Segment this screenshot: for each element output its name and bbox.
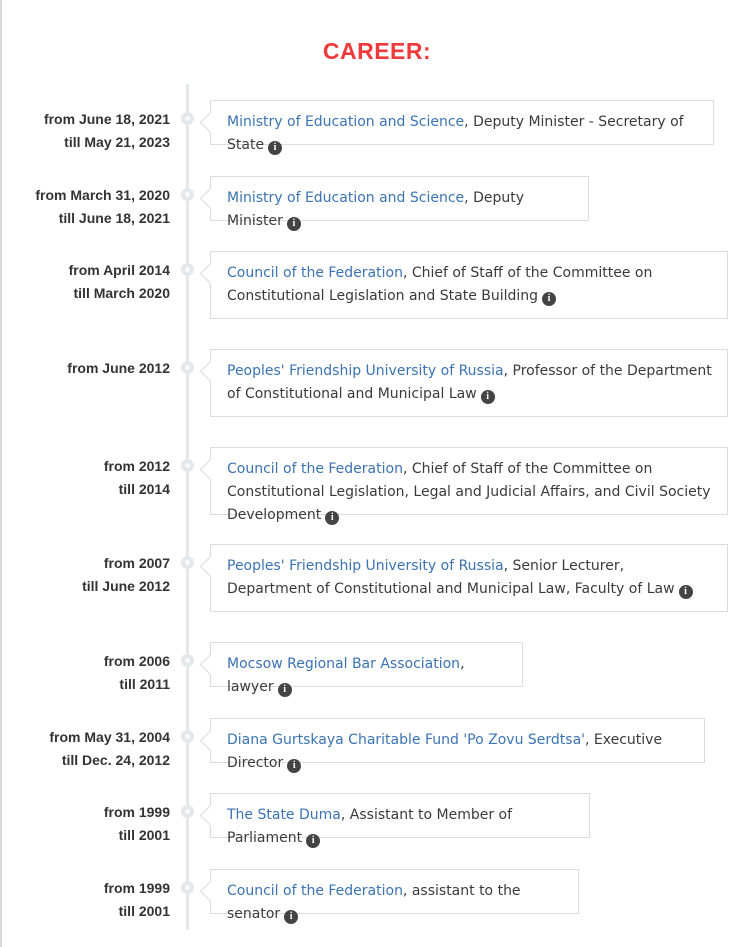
- page-title: CAREER:: [322, 38, 432, 64]
- info-icon[interactable]: i: [306, 834, 320, 848]
- position-text: , Professor of the Department of Constitutional and Municipal Law: [227, 363, 712, 402]
- date-from: from June 2012: [67, 360, 170, 376]
- position-text: , Assistant to Member of Parliament: [227, 807, 513, 846]
- info-icon[interactable]: i: [325, 511, 339, 525]
- date-from: from April 2014: [68, 262, 170, 278]
- position-text: , Deputy Minister - Secretary of State: [227, 114, 684, 153]
- timeline-dot: [181, 361, 194, 374]
- entry-dates: [0, 552, 170, 598]
- date-till: till June 2012: [82, 578, 170, 594]
- date-from: from June 18, 2021: [43, 111, 170, 127]
- timeline-dot: [181, 556, 194, 569]
- timeline-dot: [181, 805, 194, 818]
- info-icon[interactable]: i: [287, 217, 301, 231]
- date-till: till 2011: [119, 676, 170, 692]
- date-from: from 1999: [103, 880, 170, 896]
- position-text: , Chief of Staff of the Committee on Constitutional Legislation, Legal and Judicial Affairs, and Civil Society Development: [227, 461, 711, 523]
- info-icon[interactable]: i: [679, 585, 693, 599]
- entry-dates: [0, 184, 170, 230]
- timeline-dot: [181, 730, 194, 743]
- entry-card: [210, 176, 589, 229]
- entry-dates: [0, 259, 170, 305]
- position-text: , Senior Lecturer, Department of Constitutional and Municipal Law, Faculty of Law: [227, 558, 675, 597]
- position-text: , lawyer: [227, 656, 465, 695]
- organization-link[interactable]: Peoples' Friendship University of Russia: [227, 363, 504, 379]
- date-from: from 2007: [103, 555, 170, 571]
- organization-link[interactable]: Mocsow Regional Bar Association: [227, 656, 461, 672]
- timeline-dot: [181, 188, 194, 201]
- date-from: from 1999: [103, 804, 170, 820]
- info-icon[interactable]: i: [542, 292, 556, 306]
- timeline-dot: [181, 459, 194, 472]
- timeline-dot: [181, 263, 194, 276]
- info-icon[interactable]: i: [287, 759, 301, 773]
- info-icon[interactable]: i: [481, 390, 495, 404]
- organization-link[interactable]: The State Duma: [227, 807, 341, 823]
- date-till: till 2014: [118, 481, 170, 497]
- organization-link[interactable]: Ministry of Education and Science: [227, 114, 465, 130]
- position-text: , Executive Director: [227, 732, 663, 771]
- entry-card: [210, 349, 728, 417]
- date-from: from May 31, 2004: [49, 729, 170, 745]
- organization-link[interactable]: Diana Gurtskaya Charitable Fund 'Po Zovu Serdtsa': [227, 732, 585, 748]
- entry-card: [210, 251, 728, 319]
- entry-dates: [0, 877, 170, 923]
- entry-card: [210, 100, 714, 153]
- entry-card: [210, 447, 728, 523]
- entry-card: [210, 544, 728, 612]
- date-till: till March 2020: [73, 285, 170, 301]
- date-from: from 2006: [103, 653, 170, 669]
- entry-card: [210, 642, 523, 695]
- date-till: till 2001: [118, 903, 170, 919]
- date-from: from March 31, 2020: [35, 187, 170, 203]
- organization-link[interactable]: Council of the Federation: [227, 461, 403, 477]
- entry-card: [210, 869, 579, 922]
- timeline-dot: [181, 112, 194, 125]
- entry-dates: [0, 357, 170, 380]
- entry-dates: [0, 801, 170, 847]
- date-till: till Dec. 24, 2012: [61, 752, 170, 768]
- position-text: , assistant to the senator: [227, 883, 521, 922]
- entry-dates: [0, 726, 170, 772]
- info-icon[interactable]: i: [284, 910, 298, 924]
- date-till: till May 21, 2023: [64, 134, 170, 150]
- position-text: , Chief of Staff of the Committee on Constitutional Legislation and State Building: [227, 265, 653, 304]
- position-text: , Deputy Minister: [227, 190, 524, 229]
- timeline-line: [186, 84, 189, 930]
- organization-link[interactable]: Council of the Federation: [227, 265, 403, 281]
- timeline-dot: [181, 881, 194, 894]
- date-till: till June 18, 2021: [58, 210, 170, 226]
- entry-dates: [0, 108, 170, 154]
- organization-link[interactable]: Council of the Federation: [227, 883, 403, 899]
- timeline-dot: [181, 654, 194, 667]
- organization-link[interactable]: Peoples' Friendship University of Russia: [227, 558, 504, 574]
- entry-dates: [0, 650, 170, 696]
- date-till: till 2001: [118, 827, 170, 843]
- entry-dates: [0, 455, 170, 501]
- entry-card: [210, 793, 590, 846]
- info-icon[interactable]: i: [278, 683, 292, 697]
- date-from: from 2012: [103, 458, 170, 474]
- entry-card: [210, 718, 705, 771]
- info-icon[interactable]: i: [268, 141, 282, 155]
- organization-link[interactable]: Ministry of Education and Science: [227, 190, 465, 206]
